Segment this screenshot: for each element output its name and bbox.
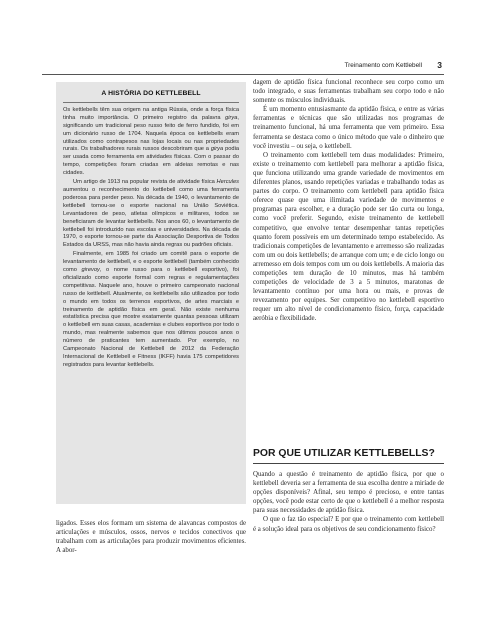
running-title: Treinamento com Kettlebell [344, 62, 422, 69]
sidebar-title: A HISTÓRIA DO KETTLEBELL [63, 90, 239, 103]
right-paragraph-5: O que o faz tão especial? E por que o treinamento com kettlebell é a solução ideal para os objetivos de seu condicionamento físico? [253, 516, 444, 533]
right-column [253, 78, 444, 324]
section-heading: POR QUE UTILIZAR KETTLEBELLS? [253, 448, 444, 464]
right-paragraph-3: O treinamento com kettlebell tem duas modalidades: Primeiro, existe o treinamento com kettlebell para melhorar a aptidão física, que funciona utilizando uma grande variedade de movimentos em diferentes planos, usando repetições variadas e trabalhando todas as partes do corpo. O treinamento com kettlebell para aptidão física oferece quase que uma ilimitada variedade de movimentos e programas para escolher, e a duração pode ser tão curta ou longa, como você preferir. Segundo, existe treinamento de kettlebell competitivo, que envolve tentar desempenhar tantas repetições quanto forem possíveis em um determinado tempo estabelecido. As tradicionais competições de levantamento e arremesso são realizadas com um ou dois kettlebells; de arranque com um; e de ciclo longo ou arremesso em dois tempos com um ou dois kettlebells. A maioria das competições tem duração de 10 minutos, mas há também competições de velocidade de 3 a 5 minutos, maratonas de levantamento contínuo por uma hora ou mais, e provas de revezamento por equipes. Ser competitivo no kettlebell esportivo requer um alto nível de condicionamento físico, força, capacidade aeróbia e flexibilidade. [253, 151, 444, 323]
left-continuation-paragraph: ligados. Esses elos formam um sistema de alavancas compostos de articulações e músculos, ossos, nervos e tecidos conectivos que trabalham com as articulações para produzir movimentos eficientes. A abor- [56, 520, 246, 555]
right-paragraph-2: É um momento entusiasmante da aptidão física, e entre as várias ferramentas e técnicas que são utilizadas nos programas de treinamento funcional, há uma ferramenta que vem primeiro. Essa ferramenta se destaca como o único método que vale o dinheiro que você investiu – ou seja, o kettlebell. [253, 106, 444, 150]
section-heading-block [253, 448, 444, 464]
sidebar-paragraph-2: Um artigo de 1913 na popular revista de atividade física Hercules aumentou o reconhecimento do kettlebell como uma ferramenta poderosa para perder peso. Na década de 1940, o levantamento de kettlebell tornou-se o esporte nacional na União Soviética. Levantadores de peso, atletas olímpicos e militares, todos se beneficiaram de levantar kettlebells. Nos anos 60, o levantamento de kettlebell foi introduzido nas escolas e universidades. Na década de 1970, o esporte tornou-se parte da Associação Desportiva de Todos Estados da URSS, mas não havia ainda regras ou padrões oficiais. [63, 179, 239, 249]
right-paragraph-4: Quando a questão é treinamento de aptidão física, por que o kettlebell deveria ser a ferramenta de sua escolha dentre a miríade de opções disponíveis? Afinal, seu tempo é precioso, e entre tantas opções, você pode estar certo de que o kettlebell é a melhor resposta para suas necessidades de aptidão física. [253, 471, 444, 515]
sidebar-paragraph-1: Os kettlebells têm sua origem na antiga Rússia, onde a força física tinha muito importância. O primeiro registro da palavra girya, significando um tradicional peso russo feito de ferro fundido, foi em um dicionário russo de 1704. Naquela época os kettlebells eram utilizados como contrapesos nas lojas locais ou nas propriedades rurais. Os trabalhadores rurais russos descobriram que a girya podia ser usada como ferramenta em atividades físicas. Com o passar do tempo, competições foram criadas em aldeias remotas e nas cidades. [63, 106, 239, 177]
page-number: 3 [437, 60, 442, 70]
history-sidebar-box [56, 82, 246, 504]
left-column-continuation [56, 519, 246, 555]
sidebar-paragraph-3: Finalmente, em 1985 foi criado um comitê para o esporte de levantamento de kettlebell, e o esporte kettlebell (também conhecido como girevoy, o nome russo para o kettlebell esportivo), foi oficializado como esporte formal com regras e regulamentações competitivas. Naquele ano, houve o primeiro campeonato nacional russo de kettlebell. Atualmente, os kettlebells são utilizados por todo o mundo em todos os terrenos esportivos, de artes marciais e treinamento de aptidão física em geral. Não existe nenhuma estatística precisa que mostre exatamente quantas pessoas utilizam o kettlebell em suas casas, academias e clubes esportivos por todo o mundo, mas realmente sabemos que nos últimos poucos anos o número de praticantes tem aumentado. Por exemplo, no Campeonato Nacional de Kettlebell de 2012 da Federação Internacional de Kettlebell e Fitness (IKFF) havia 175 competidores registrados para levantar kettlebells. [63, 251, 239, 368]
running-header [42, 60, 444, 75]
right-paragraph-1: dagem de aptidão física funcional reconhece seu corpo como um todo integrado, e suas ferramentas trabalham seu corpo todo e não somente os músculos individuais. [253, 79, 444, 105]
section-body [253, 470, 444, 534]
